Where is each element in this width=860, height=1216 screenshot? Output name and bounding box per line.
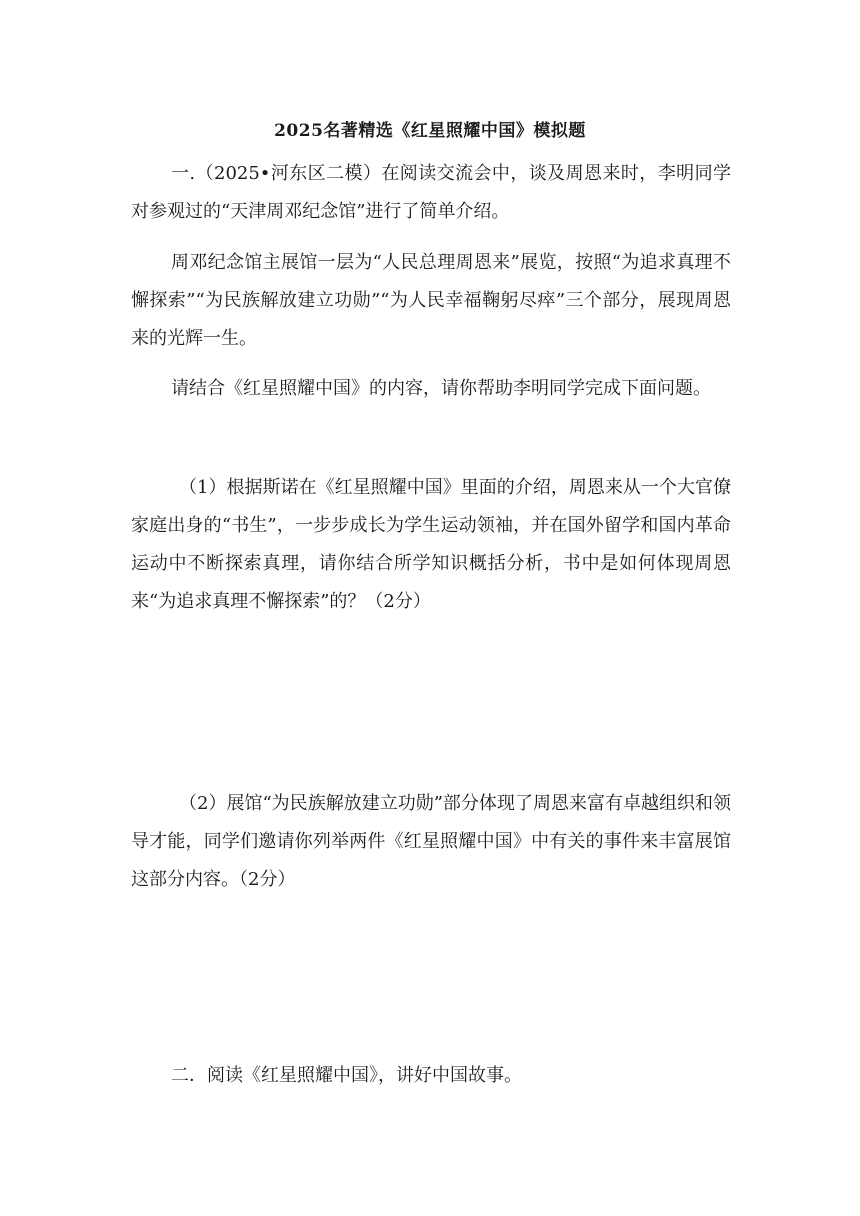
question-1-intro: 一.（2025•河东区二模）在阅读交流会中，谈及周恩来时，李明同学对参观过的“天津周邓纪念馆”进行了简单介绍。 xyxy=(131,163,731,222)
question-2-intro: 二．阅读《红星照耀中国》，讲好中国故事。 xyxy=(171,1065,522,1086)
question-1-prompt: 请结合《红星照耀中国》的内容，请你帮助李明同学完成下面问题。 xyxy=(171,378,711,399)
question-1-subquestion-2: （2）展馆“为民族解放建立功勋”部分体现了周恩来富有卓越组织和领导才能，同学们邀请你列举两件《红星照耀中国》中有关的事件来丰富展馆这部分内容。（2分） xyxy=(131,793,731,890)
question-1-subquestion-1: （1）根据斯诺在《红星照耀中国》里面的介绍，周恩来从一个大官僚家庭出身的“书生”，一步步成长为学生运动领袖，并在国外留学和国内革命运动中不断探索真理，请你结合所学知识概括分析，书中是如何体现周恩来“为追求真理不懈探索”的？（2分） xyxy=(131,477,731,612)
document-title: 2025名著精选《红星照耀中国》模拟题 xyxy=(274,121,586,141)
question-1-context: 周邓纪念馆主展馆一层为“人民总理周恩来”展览，按照“为追求真理不懈探索”“为民族解放建立功勋”“为人民幸福鞠躬尽瘁”三个部分，展现周恩来的光辉一生。 xyxy=(131,252,731,349)
